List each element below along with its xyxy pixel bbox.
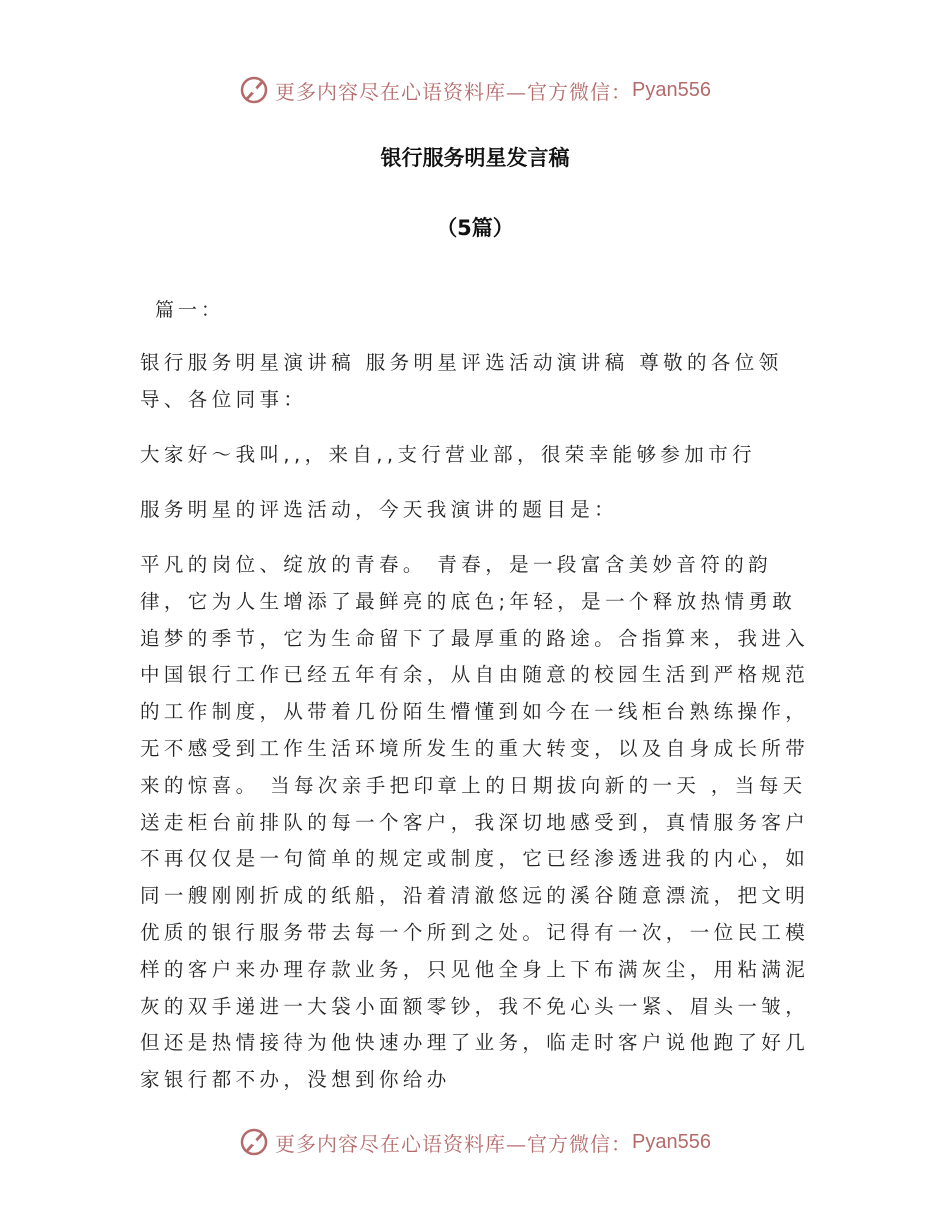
document-subtitle: （5篇） <box>436 216 514 240</box>
paragraph: 大家好～我叫,,，来自,,支行营业部，很荣幸能够参加市行 <box>140 443 756 466</box>
banner-wechat-id: Pyan556 <box>632 1130 711 1153</box>
quill-logo-icon <box>239 1127 269 1157</box>
banner-text: 更多内容尽在心语资料库—官方微信： <box>275 79 633 104</box>
quill-logo-icon <box>239 75 269 105</box>
document-title: 银行服务明星发言稿 <box>380 146 570 170</box>
section-label: 篇一： <box>155 299 225 321</box>
footer-banner <box>0 1122 950 1162</box>
header-banner <box>0 70 950 110</box>
paragraph: 服务明星的评选活动，今天我演讲的题目是： <box>140 498 619 521</box>
paragraph: 银行服务明星演讲稿 服务明星评选活动演讲稿 尊敬的各位领导、各位同事： <box>140 351 783 411</box>
paragraph: 平凡的岗位、绽放的青春。 青春，是一段富含美妙音符的韵律，它为人生增添了最鲜亮的底色;年轻，是一个释放热情勇敢追梦的季节，它为生命留下了最厚重的路途。合指算来，我进入中国银行工作已经五年有余，从自由随意的校园生活到严格规范的工作制度，从带着几份陌生懵懂到如今在一线柜台熟练操作，无不感受到工作生活环境所发生的重大转变，以及自身成长所带来的惊喜。 当每次亲手把印章上的日期拔向新的一天 ，当每天送走柜台前排队的每一个客户，我深切地感受到，真情服务客户不再仅仅是一句简单的规定或制度，它已经渗透进我的内心，如同一艘刚刚折成的纸船，沿着清澈悠远的溪谷随意漂流，把文明优质的银行服务带去每一个所到之处。记得有一次，一位民工模样的客户来办理存款业务，只见他全身上下布满灰尘，用粘满泥灰的双手递进一大袋小面额零钞，我不免心头一紧、眉头一皱， 但还是热情接待为他快速办理了业务，临走时客户说他跑了好几家银行都不办，没想到你给办 <box>140 553 810 1092</box>
banner-wechat-id: Pyan556 <box>632 78 711 101</box>
banner-text: 更多内容尽在心语资料库—官方微信： <box>275 1131 633 1156</box>
